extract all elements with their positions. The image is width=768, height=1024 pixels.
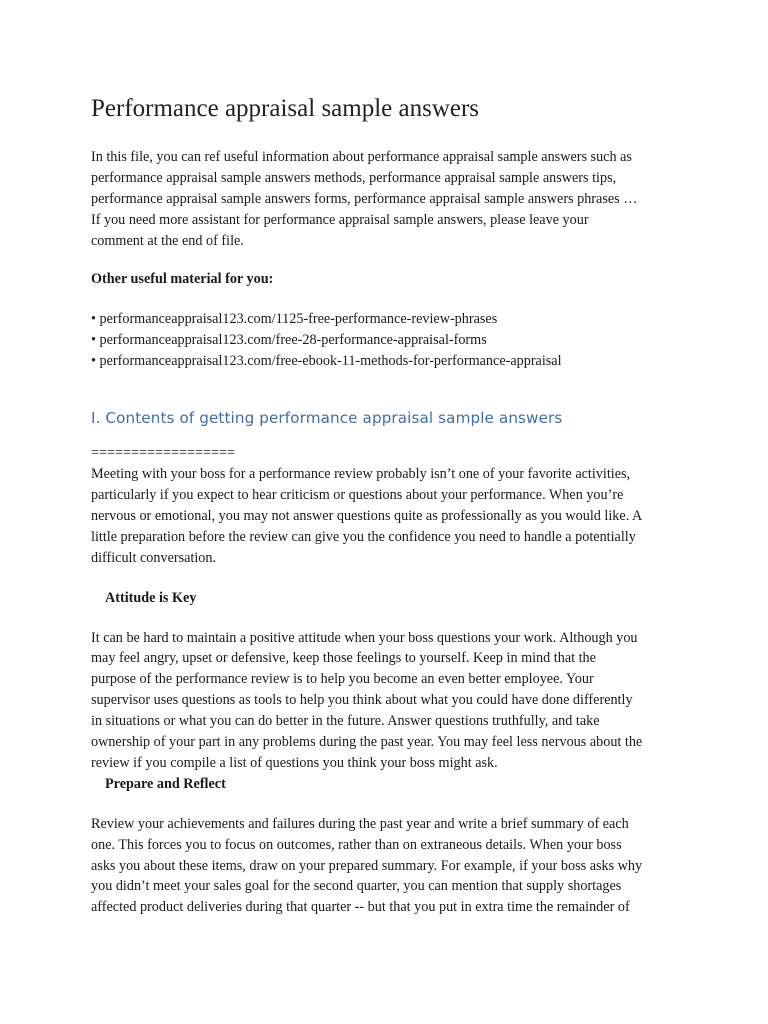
attitude-line: It can be hard to maintain a positive attitude when your boss questions your work. Although you bbox=[91, 629, 638, 646]
intro-line: In this file, you can ref useful information about performance appraisal sample answers such as bbox=[91, 149, 632, 165]
attitude-line: in situations or what you can do better in the future. Answer questions truthfully, and take bbox=[91, 713, 600, 730]
document-title: Performance appraisal sample answers bbox=[91, 95, 480, 122]
attitude-line: purpose of the performance review is to help you become an even better employee. Your bbox=[91, 671, 594, 688]
prepare-line: affected product deliveries during that quarter -- but that you put in extra time the remainder of bbox=[91, 899, 630, 916]
prepare-line: one. This forces you to focus on outcomes, rather than on extraneous details. When your boss bbox=[91, 836, 622, 853]
section-line: nervous or emotional, you may not answer questions quite as professionally as you would like. A bbox=[91, 507, 643, 524]
attitude-paragraph bbox=[91, 628, 691, 774]
section-line: particularly if you expect to hear criticism or questions about your performance. When you’re bbox=[91, 486, 624, 503]
other-material-heading: Other useful material for you: bbox=[91, 270, 274, 287]
separator-line: ================== bbox=[91, 445, 236, 462]
attitude-line: supervisor uses questions as tools to help you think about what you could have done differently bbox=[91, 692, 633, 709]
section-line: difficult conversation. bbox=[91, 549, 217, 566]
section-line: little preparation before the review can give you the confidence you need to handle a potentially bbox=[91, 528, 636, 545]
intro-line: performance appraisal sample answers forms, performance appraisal sample answers phrases … bbox=[91, 190, 638, 207]
intro-line: performance appraisal sample answers methods, performance appraisal sample answers tips, bbox=[91, 169, 617, 186]
prepare-line: you didn’t meet your sales goal for the second quarter, you can mention that supply shortages bbox=[91, 878, 622, 895]
material-link[interactable]: • performanceappraisal123.com/1125-free-performance-review-phrases bbox=[91, 311, 498, 328]
prepare-heading: Prepare and Reflect bbox=[105, 775, 226, 792]
prepare-paragraph bbox=[91, 814, 691, 919]
intro-paragraph bbox=[91, 147, 691, 252]
section-heading: I. Contents of getting performance appraisal sample answers bbox=[91, 409, 563, 428]
attitude-line: ownership of your part in any problems during the past year. You may feel less nervous about the bbox=[91, 734, 643, 751]
document-body bbox=[91, 94, 691, 918]
intro-line: comment at the end of file. bbox=[91, 232, 244, 249]
prepare-line: asks you about these items, draw on your prepared summary. For example, if your boss asks why bbox=[91, 857, 643, 874]
intro-line: If you need more assistant for performance appraisal sample answers, please leave your bbox=[91, 211, 589, 228]
section-line: Meeting with your boss for a performance review probably isn’t one of your favorite activities, bbox=[91, 466, 631, 483]
prepare-line: Review your achievements and failures during the past year and write a brief summary of each bbox=[91, 815, 629, 832]
attitude-heading: Attitude is Key bbox=[105, 589, 197, 606]
material-link[interactable]: • performanceappraisal123.com/free-28-performance-appraisal-forms bbox=[91, 332, 487, 349]
material-link[interactable]: • performanceappraisal123.com/free-ebook-11-methods-for-performance-appraisal bbox=[91, 353, 562, 370]
attitude-line: review if you compile a list of questions you think your boss might ask. bbox=[91, 754, 498, 771]
material-link-list bbox=[91, 309, 691, 372]
section-paragraph bbox=[91, 464, 691, 569]
attitude-line: may feel angry, upset or defensive, keep those feelings to yourself. Keep in mind that the bbox=[91, 650, 596, 667]
